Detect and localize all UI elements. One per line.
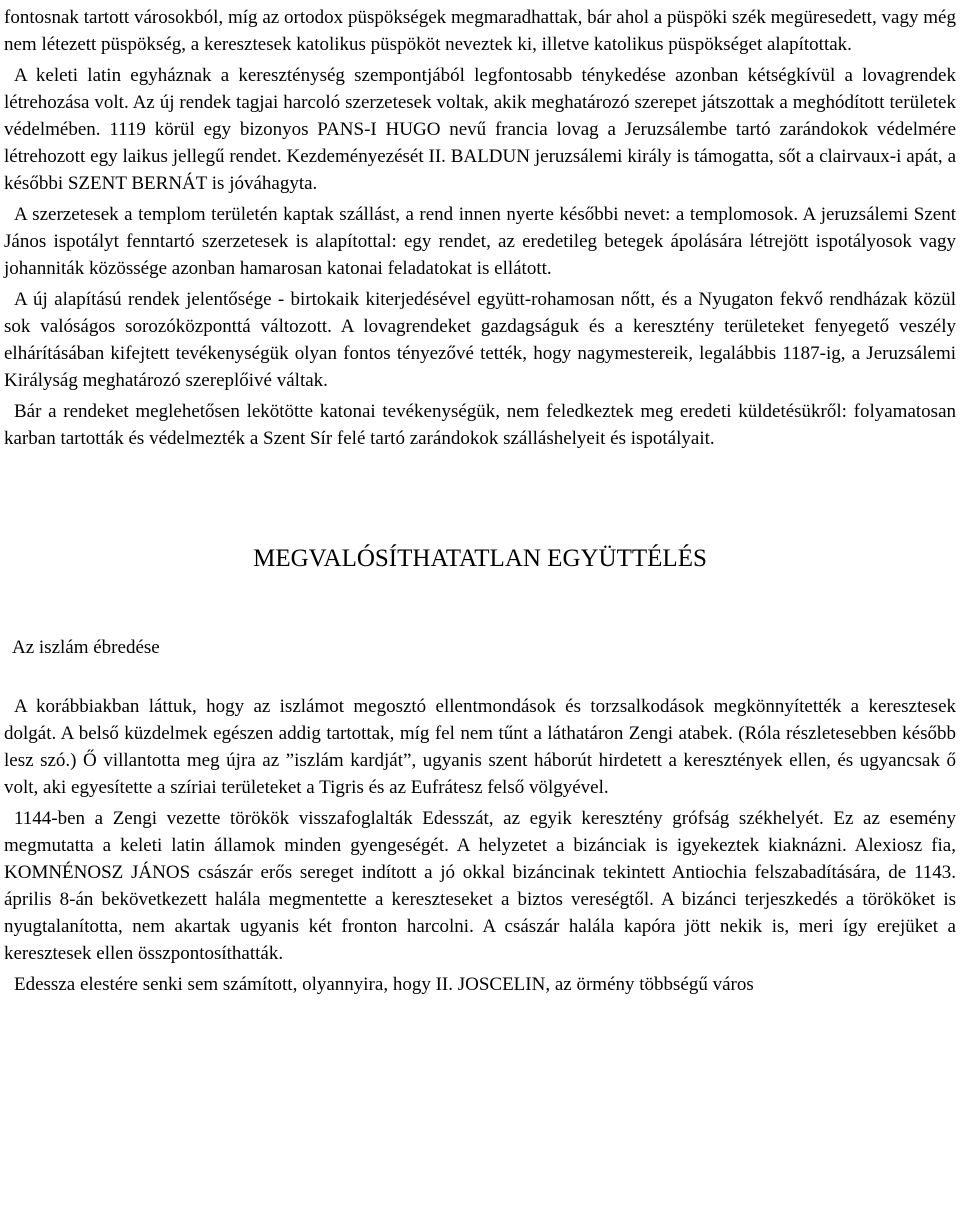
paragraph-edessza: 1144-ben a Zengi vezette törökök visszafoglalták Edesszát, az egyik keresztény grófság székhelyét. Ez az esemény megmutatta a keleti latin államok minden gyengeségét. A helyzetet a bizánciak is igyekeztek kiaknázni. Alexiosz fia, KOMNÉNOSZ JÁNOS császár erős sereget indított a jó okkal bizáncinak tekintett Antiochia felszabadítására, de 1143. április 8-án bekövetkezett halála megmentette a kereszteseket a biztos vereségtől. A bizánci terjeszkedés a törököket is nyugtalanította, nem akartak ugyanis két fronton harcolni. A császár halála kapóra jött nekik is, meri így erejüket a keresztesek ellen összpontosíthatták. (4, 808, 956, 964)
paragraph-zengi: A korábbiakban láttuk, hogy az iszlámot megosztó ellentmondások és torzsalkodások megkönnyítették a keresztesek dolgát. A belső küzdelmek egészen addig tartottak, míg fel nem tűnt a láthatáron Zengi atabek. (Róla részletesebben később lesz szó.) Ő villantotta meg újra az ”iszlám kardját”, ugyanis szent háborút hirdetett a keresztények ellen, és ugyancsak ő volt, aki egyesítette a szíriai területeket a Tigris és az Eufrátesz felső völgyével. (4, 696, 956, 798)
section-subtitle: Az iszlám ébredése (12, 637, 160, 658)
chapter-title: MEGVALÓSÍTHATATLAN EGYÜTTÉLÉS (253, 545, 707, 572)
paragraph-joscelin: Edessza elestére senki sem számított, olyannyira, hogy II. JOSCELIN, az örmény többségű város (14, 974, 754, 995)
paragraph-rendek-jelentosege: A új alapítású rendek jelentősége - birtokaik kiterjedésével együtt-rohamosan nőtt, és a Nyugaton fekvő rendházak közül sok valóságos sorozóközponttá változott. A lovagrendeket gazdagságuk és a keresztény területeket fenyegető veszély elhárításában kifejtett tevékenységük olyan fontos tényezővé tették, hogy nagymestereik, legalábbis 1187-ig, a Jeruzsálemi Királyság meghatározó szereplőivé váltak. (4, 289, 956, 391)
paragraph-templomosok: A szerzetesek a templom területén kaptak szállást, a rend innen nyerte későbbi nevet: a templomosok. A jeruzsálemi Szent János ispotályt fenntartó szerzetesek is alapítottal: egy rendet, az eredetileg betegek ápolására létrejött ispotályosok vagy johanniták közössége azonban hamarosan katonai feladatokat is ellátott. (4, 204, 956, 279)
paragraph-continuation: fontosnak tartott városokból, míg az ortodox püspökségek megmaradhattak, bár ahol a püspöki szék megüresedett, vagy még nem létezett püspökség, a keresztesek katolikus püspököt neveztek ki, illetve katolikus püspökséget alapítottak. (4, 7, 956, 55)
paragraph-kuldetes: Bár a rendeket meglehetősen lekötötte katonai tevékenységük, nem feledkeztek meg eredeti küldetésükről: folyamatosan karban tartották és védelmezték a Szent Sír felé tartó zarándokok szálláshelyeit és ispotályait. (4, 401, 956, 449)
document-page (4, 0, 956, 998)
paragraph-lovagrendek: A keleti latin egyháznak a kereszténység szempontjából legfontosabb ténykedése azonban kétségkívül a lovagrendek létrehozása volt. Az új rendek tagjai harcoló szerzetesek voltak, akik meghatározó szerepet játszottak a meghódított területek védelmében. 1119 körül egy bizonyos PANS-I HUGO nevű francia lovag a Jeruzsálembe tartó zarándokok védelmére létrehozott egy laikus jellegű rendet. Kezdeményezését II. BALDUN jeruzsálemi király is támogatta, sőt a clairvaux-i apát, a későbbi SZENT BERNÁT is jóváhagyta. (4, 65, 956, 194)
